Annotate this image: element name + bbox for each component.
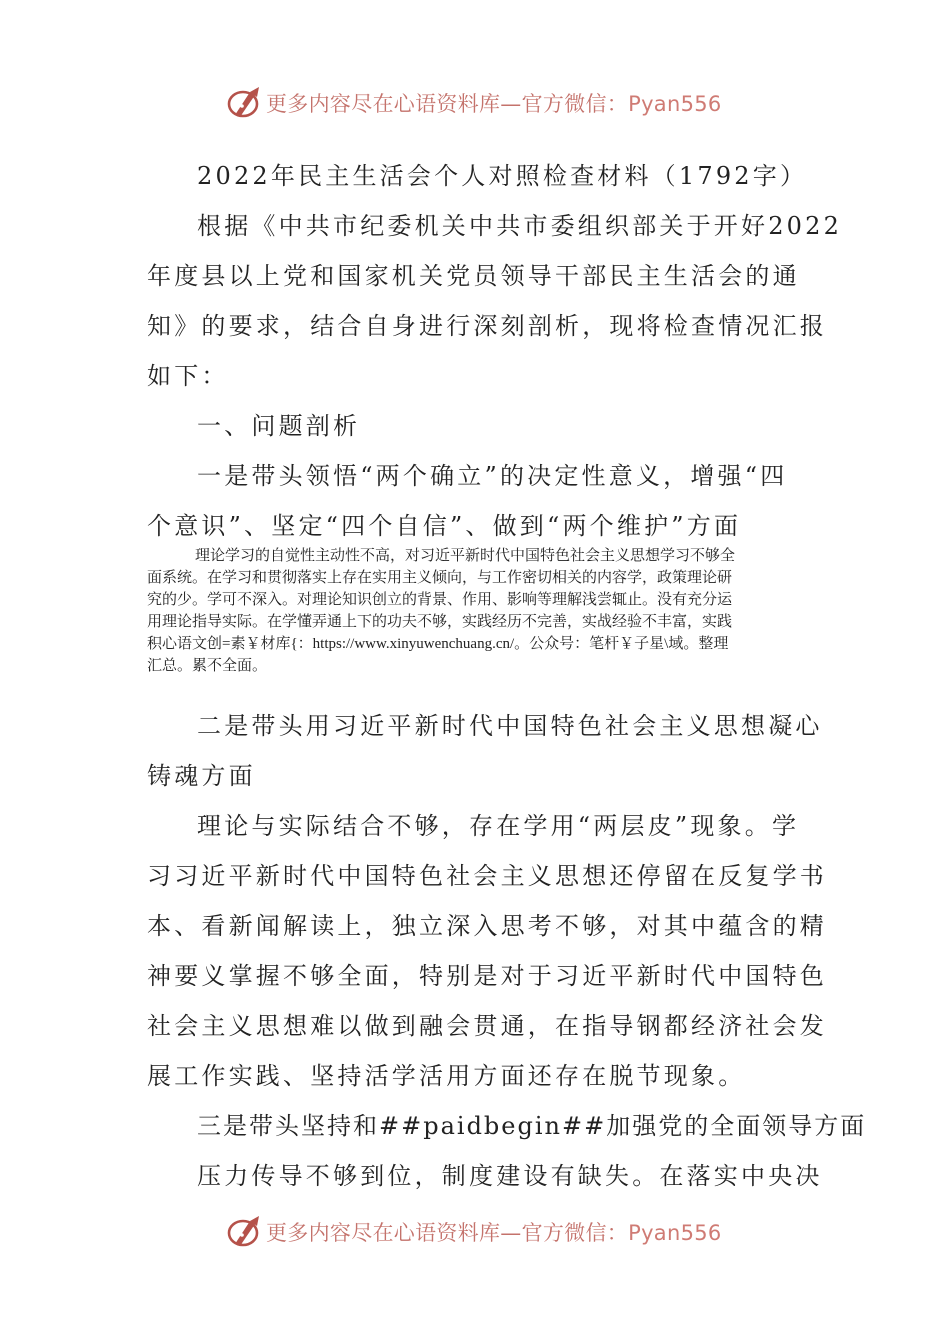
item3-heading: 三是带头坚持和##paidbegin##加强党的全面领导方面 — [197, 1112, 867, 1140]
item2-heading-line-2: 铸魂方面 — [147, 762, 256, 790]
item2-body-line-6: 展工作实践、坚持活学活用方面还存在脱节现象。 — [147, 1062, 746, 1090]
item1-body-line-1: 理论学习的自觉性主动性不高，对习近平新时代中国特色社会主义思想学习不够全 — [195, 548, 736, 564]
item2-body-line-2: 习习近平新时代中国特色社会主义思想还停留在反复学书 — [147, 862, 827, 890]
wechat-handle: Pyan556 — [628, 92, 722, 116]
section-heading: 一、问题剖析 — [197, 412, 361, 440]
item2-heading-line-1: 二是带头用习近平新时代中国特色社会主义思想凝心 — [197, 712, 823, 740]
item1-heading-line-1: 一是带头领悟“两个确立”的决定性意义，增强“四 — [197, 462, 788, 490]
item1-body-line-2: 面系统。在学习和贯彻落实上存在实用主义倾向，与工作密切相关的内容学，政策理论研 — [147, 570, 733, 586]
intro-line-2: 年度县以上党和国家机关党员领导干部民主生活会的通 — [147, 262, 800, 290]
pen-nib-logo-icon — [226, 86, 264, 120]
item1-heading-line-2: 个意识”、坚定“四个自信”、做到“两个维护”方面 — [147, 512, 742, 540]
intro-line-1: 根据《中共市纪委机关中共市委组织部关于开好2022 — [197, 212, 843, 240]
item1-body-line-4: 用理论指导实际。在学懂弄通上下的功夫不够，实践经历不完善，实战经验不丰富，实践 — [147, 614, 733, 630]
item2-body-line-1: 理论与实际结合不够，存在学用“两层皮”现象。学 — [197, 812, 800, 840]
item2-body-line-5: 社会主义思想难以做到融会贯通，在指导钢都经济社会发 — [147, 1012, 827, 1040]
item1-body-line-6: 汇总。累不全面。 — [147, 658, 268, 674]
banner-text: 更多内容尽在心语资料库—官方微信：Pyan556 — [266, 92, 722, 116]
item1-body-line-3: 究的少。学可不深入。对理论知识创立的背景、作用、影响等理解浅尝辄止。没有充分运 — [147, 592, 733, 608]
item2-body-line-3: 本、看新闻解读上，独立深入思考不够，对其中蕴含的精 — [147, 912, 827, 940]
item2-body-line-4: 神要义掌握不够全面，特别是对于习近平新时代中国特色 — [147, 962, 827, 990]
header-banner — [0, 82, 950, 122]
intro-line-3: 知》的要求，结合自身进行深刻剖析，现将检查情况汇报 — [147, 312, 827, 340]
item3-body-line-1: 压力传导不够到位，制度建设有缺失。在落实中央决 — [197, 1162, 823, 1190]
item1-body-line-5: 积心语文创=素￥材库{：https://www.xinyuwenchuang.cn/。公众号：笔杆￥子星\域。整理 — [147, 636, 729, 652]
footer-banner — [0, 1211, 950, 1251]
intro-line-4: 如下： — [147, 362, 229, 390]
pen-nib-logo-icon — [226, 1215, 264, 1249]
banner-text: 更多内容尽在心语资料库—官方微信：Pyan556 — [266, 1221, 722, 1245]
document-title: 2022年民主生活会个人对照检查材料（1792字） — [197, 162, 808, 190]
wechat-handle: Pyan556 — [628, 1221, 722, 1245]
